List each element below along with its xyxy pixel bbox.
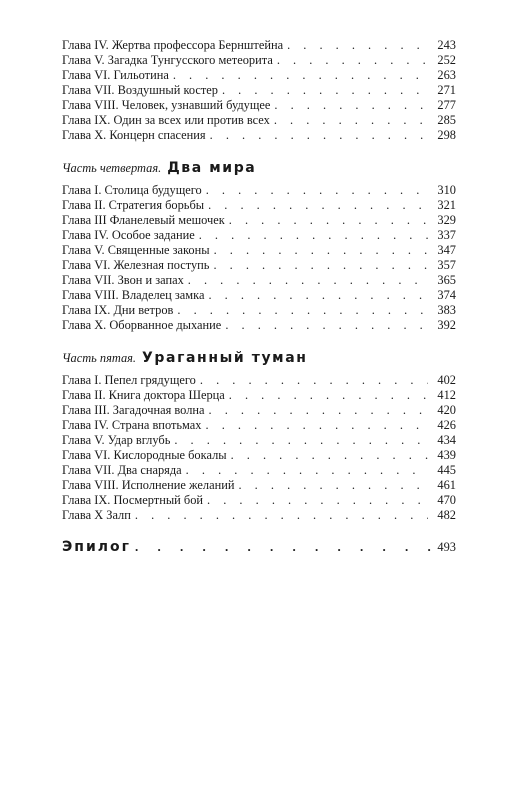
toc-entry-title: Глава III Фланелевый мешочек xyxy=(62,213,225,227)
toc-entry[interactable] xyxy=(62,418,456,433)
toc-entry-title: Глава IV. Особое задание xyxy=(62,228,195,242)
dot-leader xyxy=(231,448,428,463)
toc-entry-page: 365 xyxy=(437,273,456,287)
toc-section-part-five xyxy=(62,373,456,523)
toc-entry[interactable] xyxy=(62,493,456,508)
toc-entry[interactable] xyxy=(62,288,456,303)
part-label: Часть четвертая. xyxy=(62,161,162,175)
dot-leader xyxy=(229,388,428,403)
part-name: Ураганный туман xyxy=(142,350,308,366)
part-label: Часть пятая. xyxy=(62,351,137,365)
toc-entry-title: Глава X. Оборванное дыхание xyxy=(62,318,222,332)
dot-leader xyxy=(207,493,428,508)
toc-entry-title: Глава IV. Жертва профессора Бернштейна xyxy=(62,38,284,52)
toc-entry-title: Глава IX. Посмертный бой xyxy=(62,493,204,507)
toc-entry-title: Глава VII. Звон и запах xyxy=(62,273,184,287)
toc-entry-title: Глава VIII. Владелец замка xyxy=(62,288,205,302)
toc-entry[interactable] xyxy=(62,243,456,258)
toc-entry[interactable] xyxy=(62,83,456,98)
toc-entry[interactable] xyxy=(62,463,456,478)
toc-entry[interactable] xyxy=(62,183,456,198)
dot-leader xyxy=(188,273,428,288)
epilogue-entry[interactable] xyxy=(62,537,456,557)
epilogue-title: Эпилог xyxy=(62,539,131,555)
dot-leader xyxy=(174,433,428,448)
dot-leader xyxy=(213,258,428,273)
toc-entry[interactable] xyxy=(62,388,456,403)
toc-entry[interactable] xyxy=(62,128,456,143)
toc-entry[interactable] xyxy=(62,213,456,228)
toc-entry-page: 310 xyxy=(437,183,456,197)
toc-entry[interactable] xyxy=(62,68,456,83)
toc-entry-page: 420 xyxy=(437,403,456,417)
toc-entry-page: 263 xyxy=(437,68,456,82)
toc-entry-page: 357 xyxy=(437,258,456,272)
toc-entry-title: Глава VIII. Человек, узнавший будущее xyxy=(62,98,271,112)
dot-leader xyxy=(173,68,428,83)
toc-entry-page: 374 xyxy=(437,288,456,302)
dot-leader xyxy=(238,478,428,493)
toc-entry[interactable] xyxy=(62,38,456,53)
dot-leader xyxy=(206,183,428,198)
toc-entry-title: Глава IX. Дни ветров xyxy=(62,303,174,317)
toc-entry-page: 470 xyxy=(437,493,456,507)
toc-section-previous xyxy=(62,38,456,143)
dot-leader xyxy=(222,83,428,98)
toc-entry-page: 347 xyxy=(437,243,456,257)
toc-entry-title: Глава V. Священные законы xyxy=(62,243,210,257)
toc-entry-page: 321 xyxy=(437,198,456,212)
dot-leader xyxy=(200,373,428,388)
toc-entry-page: 426 xyxy=(437,418,456,432)
toc-entry-title: Глава VI. Гильотина xyxy=(62,68,169,82)
toc-entry-title: Глава II. Стратегия борьбы xyxy=(62,198,205,212)
toc-entry-page: 329 xyxy=(437,213,456,227)
toc-section-part-four xyxy=(62,183,456,333)
toc-entry[interactable] xyxy=(62,478,456,493)
toc-entry-title: Глава I. Пепел грядущего xyxy=(62,373,196,387)
toc-entry[interactable] xyxy=(62,433,456,448)
toc-entry-title: Глава III. Загадочная волна xyxy=(62,403,205,417)
toc-entry-title: Глава VI. Железная поступь xyxy=(62,258,210,272)
toc-entry-page: 298 xyxy=(437,128,456,142)
toc-entry-page: 337 xyxy=(437,228,456,242)
toc-entry-title: Глава I. Столица будущего xyxy=(62,183,202,197)
toc-entry-title: Глава VII. Воздушный костер xyxy=(62,83,218,97)
toc-entry-page: 383 xyxy=(437,303,456,317)
dot-leader xyxy=(177,303,428,318)
toc-entry-title: Глава IV. Страна впотьмах xyxy=(62,418,202,432)
toc-entry-page: 285 xyxy=(437,113,456,127)
toc-entry-title: Глава IX. Один за всех или против всех xyxy=(62,113,270,127)
dot-leader xyxy=(274,98,428,113)
dot-leader xyxy=(135,537,433,557)
dot-leader xyxy=(287,38,428,53)
dot-leader xyxy=(229,213,428,228)
toc-entry-page: 412 xyxy=(437,388,456,402)
part-five-header[interactable] xyxy=(62,347,456,369)
part-name: Два мира xyxy=(167,160,257,176)
toc-entry-title: Глава II. Книга доктора Шерца xyxy=(62,388,225,402)
dot-leader xyxy=(209,403,428,418)
toc-entry[interactable] xyxy=(62,113,456,128)
toc-entry-title: Глава V. Удар вглубь xyxy=(62,433,171,447)
dot-leader xyxy=(210,128,428,143)
toc-entry-title: Глава VI. Кислородные бокалы xyxy=(62,448,227,462)
table-of-contents xyxy=(62,38,456,557)
toc-entry[interactable] xyxy=(62,273,456,288)
toc-entry-page: 439 xyxy=(437,448,456,462)
toc-entry-page: 482 xyxy=(437,508,456,522)
dot-leader xyxy=(208,198,428,213)
toc-entry[interactable] xyxy=(62,303,456,318)
dot-leader xyxy=(277,53,428,68)
toc-entry[interactable] xyxy=(62,403,456,418)
dot-leader xyxy=(199,228,428,243)
toc-entry-title: Глава VII. Два снаряда xyxy=(62,463,182,477)
dot-leader xyxy=(186,463,428,478)
toc-entry[interactable] xyxy=(62,53,456,68)
dot-leader xyxy=(208,288,428,303)
toc-entry-page: 277 xyxy=(437,98,456,112)
toc-entry[interactable] xyxy=(62,448,456,463)
toc-entry-title: Глава X Залп xyxy=(62,508,131,522)
dot-leader xyxy=(274,113,428,128)
toc-entry-title: Глава VIII. Исполнение желаний xyxy=(62,478,235,492)
toc-entry-page: 434 xyxy=(437,433,456,447)
toc-entry-title: Глава X. Концерн спасения xyxy=(62,128,206,142)
toc-entry[interactable] xyxy=(62,373,456,388)
toc-entry-page: 445 xyxy=(437,463,456,477)
toc-entry-page: 271 xyxy=(437,83,456,97)
toc-entry-page: 243 xyxy=(437,38,456,52)
toc-entry-page: 252 xyxy=(437,53,456,67)
toc-entry-page: 392 xyxy=(437,318,456,332)
dot-leader xyxy=(135,508,428,523)
toc-entry[interactable] xyxy=(62,508,456,523)
toc-entry[interactable] xyxy=(62,98,456,113)
toc-entry-page: 402 xyxy=(437,373,456,387)
toc-entry-title: Глава V. Загадка Тунгусского метеорита xyxy=(62,53,273,67)
toc-entry[interactable] xyxy=(62,198,456,213)
toc-entry[interactable] xyxy=(62,228,456,243)
dot-leader xyxy=(206,418,429,433)
toc-entry-page: 461 xyxy=(437,478,456,492)
toc-entry[interactable] xyxy=(62,318,456,333)
epilogue-page: 493 xyxy=(437,540,456,554)
part-four-header[interactable] xyxy=(62,157,456,179)
dot-leader xyxy=(225,318,428,333)
toc-entry[interactable] xyxy=(62,258,456,273)
dot-leader xyxy=(214,243,428,258)
